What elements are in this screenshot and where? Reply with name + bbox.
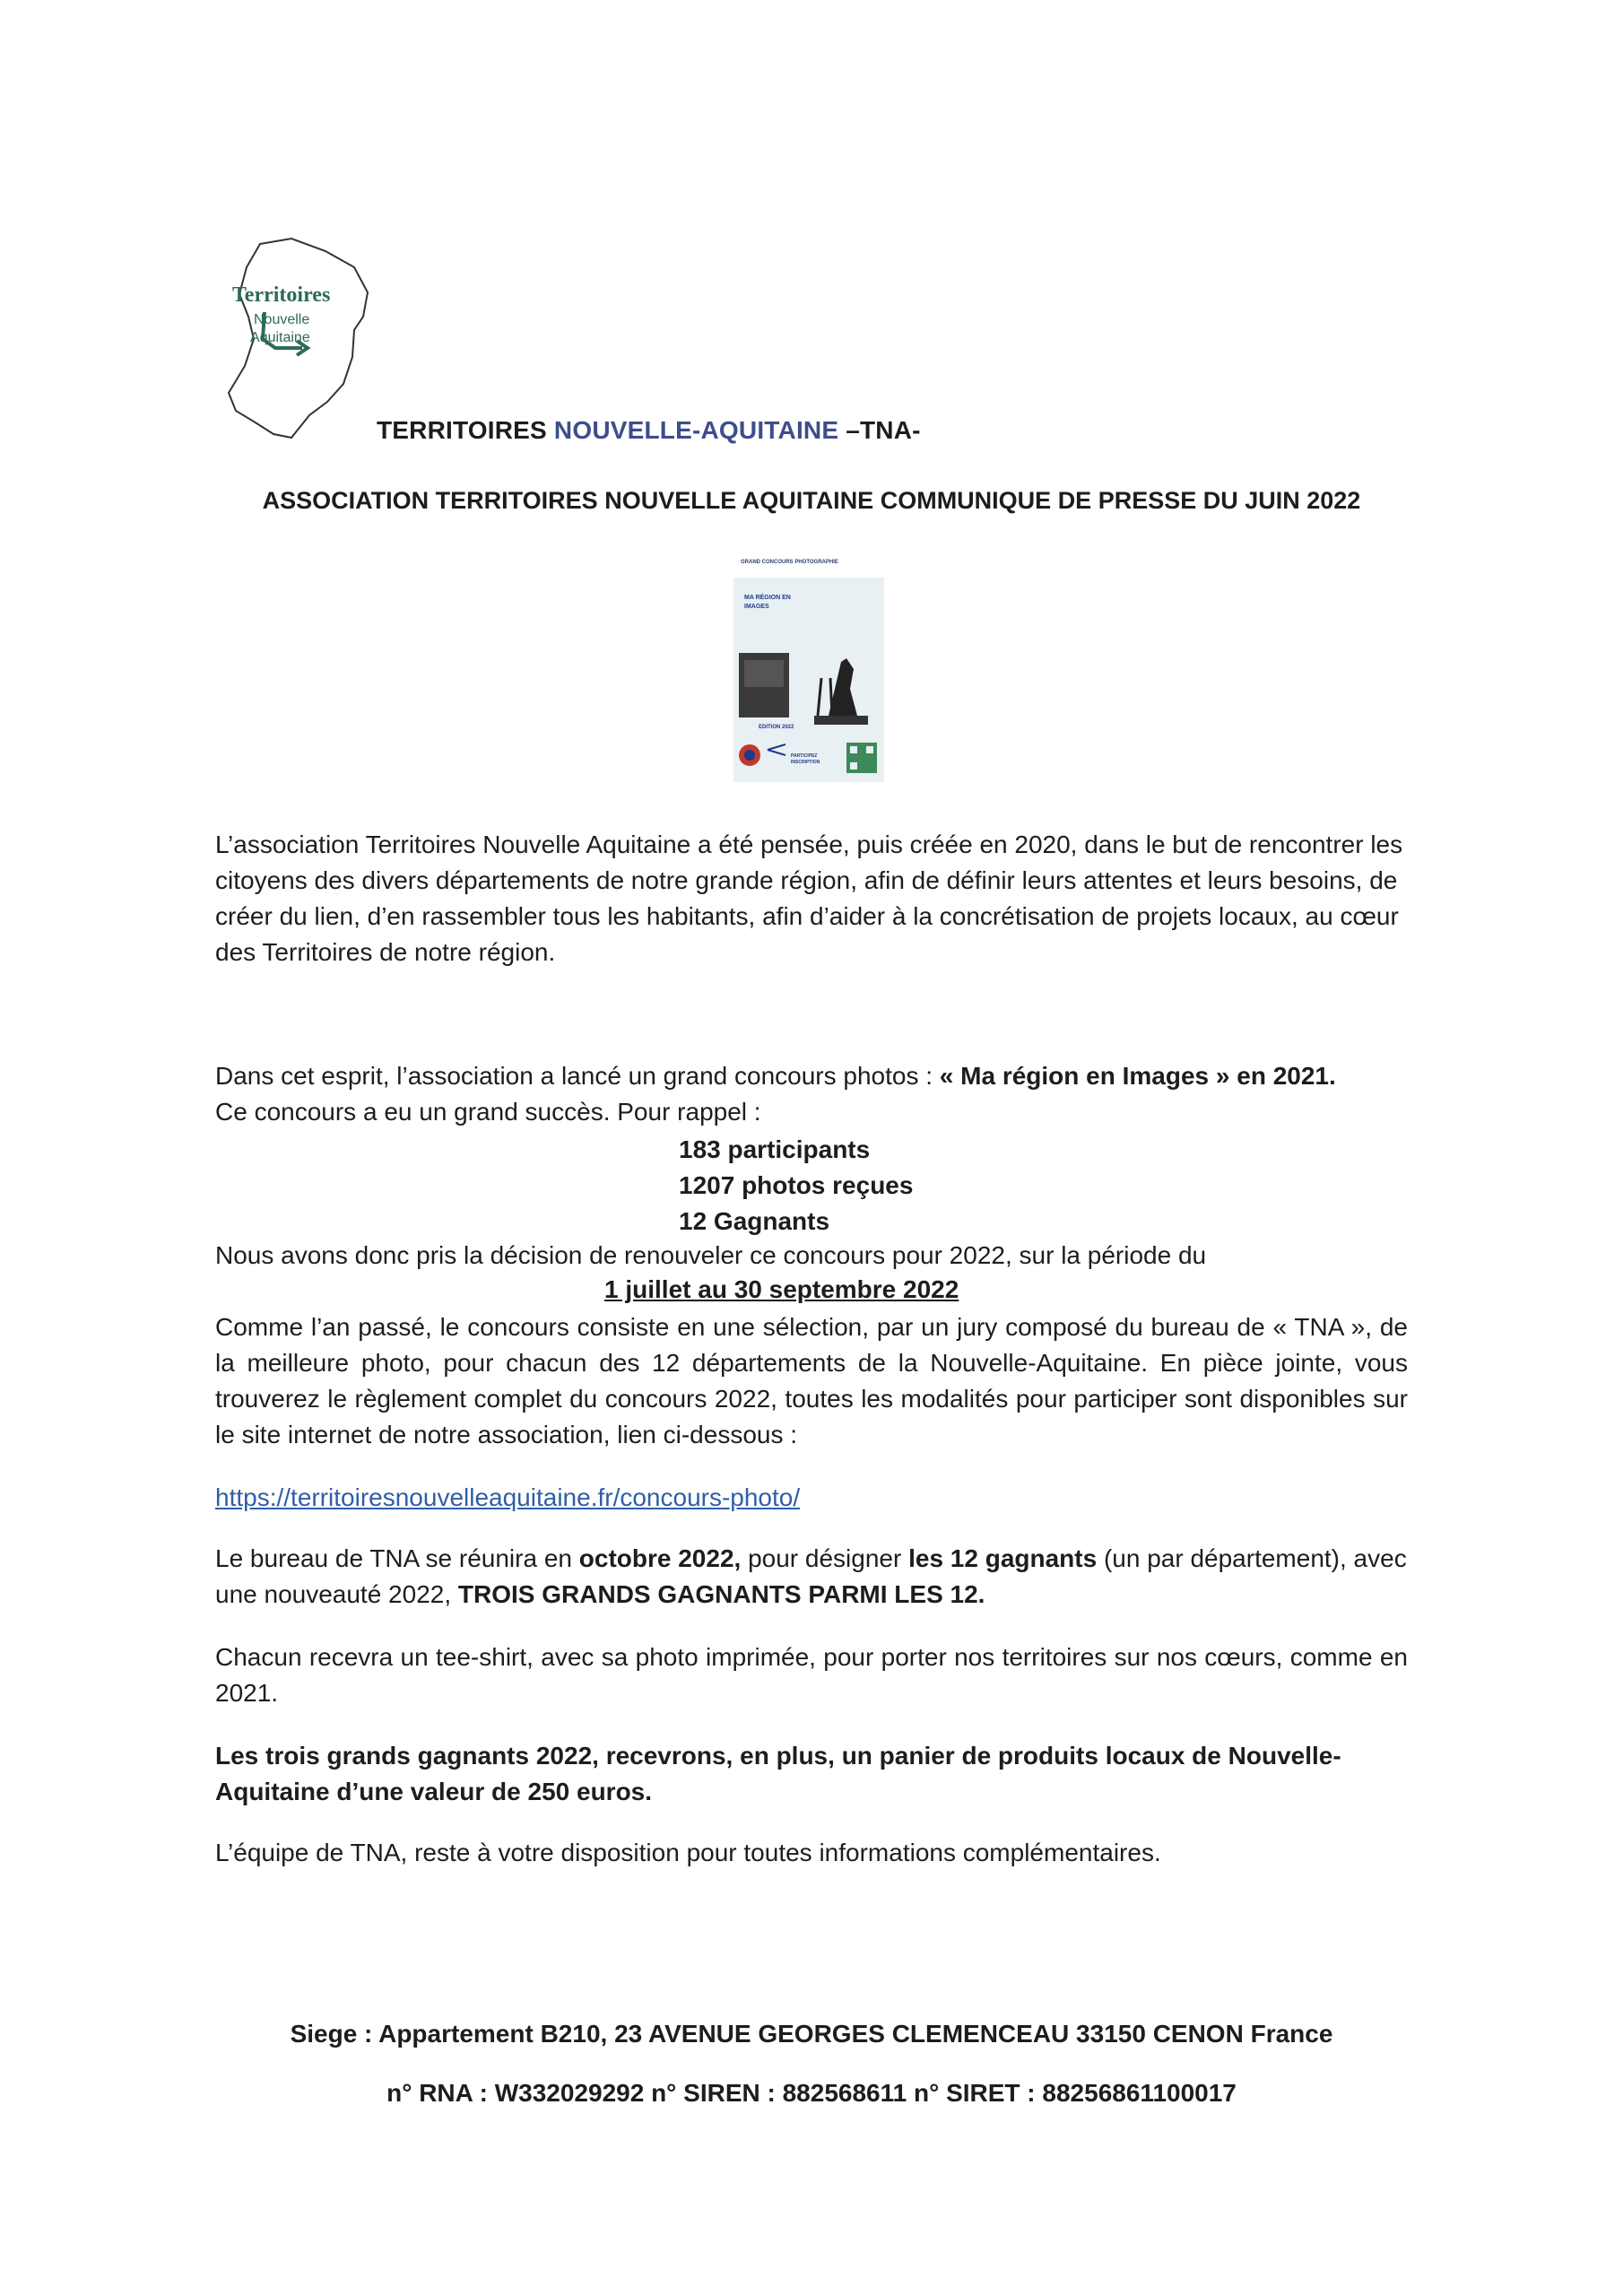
footer-ids: n° RNA : W332029292 n° SIREN : 882568611 n° SIRET : 88256861100017 <box>386 2079 1237 2107</box>
logo-text-line1: Territoires <box>232 283 331 307</box>
title-part2: NOUVELLE-AQUITAINE <box>553 416 839 444</box>
meeting-paragraph <box>215 1541 1408 1613</box>
meeting-winners: les 12 gagnants <box>908 1544 1098 1572</box>
intro-paragraph: L’association Territoires Nouvelle Aquitaine a été pensée, puis créée en 2020, dans le but de rencontrer les citoyens des divers départements de notre grande région, afin de définir leurs attentes et leurs besoins, de créer du lien, d’en rassembler tous les habitants, afin d’aider à la concrétisation de projets locaux, au cœur des Territoires de notre région. <box>215 831 1403 966</box>
meeting-text-a: Le bureau de TNA se réunira en <box>215 1544 579 1572</box>
contest-link[interactable]: https://territoiresnouvelleaquitaine.fr/concours-photo/ <box>215 1483 801 1511</box>
meeting-grand-winners: TROIS GRANDS GAGNANTS PARMI LES 12. <box>457 1580 985 1608</box>
contest-paragraph <box>215 1058 1408 1130</box>
stat-participants: 183 participants <box>679 1135 871 1163</box>
poster-title: MA RÉGION EN IMAGES <box>744 595 791 610</box>
footer-address: Siege : Appartement B210, 23 AVENUE GEORGES CLEMENCEAU 33150 CENON France <box>290 2020 1333 2048</box>
contest-period: 1 juillet au 30 septembre 2022 <box>604 1275 959 1303</box>
stat-photos: 1207 photos reçues <box>679 1171 914 1199</box>
poster-edition: EDITION 2022 <box>759 725 794 730</box>
title-part3: –TNA- <box>838 416 921 444</box>
contest-recap: Ce concours a eu un grand succès. Pour rappel : <box>215 1098 761 1126</box>
association-logo <box>220 231 390 447</box>
prize-paragraph: Les trois grands gagnants 2022, recevrons, en plus, un panier de produits locaux de Nouvelle-Aquitaine d’une valeur de 250 euros. <box>215 1742 1341 1805</box>
closing-paragraph: L’équipe de TNA, reste à votre disposition pour toutes informations complémentaires. <box>215 1839 1161 1866</box>
title-part1: TERRITOIRES <box>377 416 554 444</box>
stats-list <box>679 1132 913 1239</box>
poster-cta: PARTICIPEZ INSCRIPTION <box>791 753 820 765</box>
meeting-text-c: pour désigner <box>741 1544 909 1572</box>
meeting-text-e: (un par département), avec une nouveauté 2022, <box>215 1544 1407 1608</box>
contest-name: « Ma région en Images » en 2021. <box>939 1062 1336 1090</box>
renew-line: Nous avons donc pris la décision de renouveler ce concours pour 2022, sur la période du <box>215 1241 1207 1269</box>
logo-text-line2: Nouvelle <box>254 312 310 327</box>
contest-text: Dans cet esprit, l’association a lancé un grand concours photos : <box>215 1062 940 1090</box>
tshirt-paragraph: Chacun recevra un tee-shirt, avec sa photo imprimée, pour porter nos territoires sur nos cœurs, comme en 2021. <box>215 1643 1408 1707</box>
page-title <box>377 416 921 445</box>
contest-poster-image <box>732 554 886 782</box>
meeting-month: octobre 2022, <box>578 1544 742 1572</box>
stat-winners: 12 Gagnants <box>679 1207 830 1235</box>
selection-paragraph: Comme l’an passé, le concours consiste en une sélection, par un jury composé du bureau de « TNA », de la meilleure photo, pour chacun des 12 départements de la Nouvelle-Aquitaine. En pièce jointe, vous trouverez le règlement complet du concours 2022, toutes les modalités pour participer sont disponibles sur le site internet de notre association, lien ci-dessous : <box>215 1313 1408 1448</box>
logo-text-line3: Aquitaine <box>250 330 310 345</box>
press-release-subtitle: ASSOCIATION TERRITOIRES NOUVELLE AQUITAINE COMMUNIQUE DE PRESSE DU JUIN 2022 <box>262 487 1361 514</box>
poster-caption: GRAND CONCOURS PHOTOGRAPHIE <box>741 560 838 565</box>
